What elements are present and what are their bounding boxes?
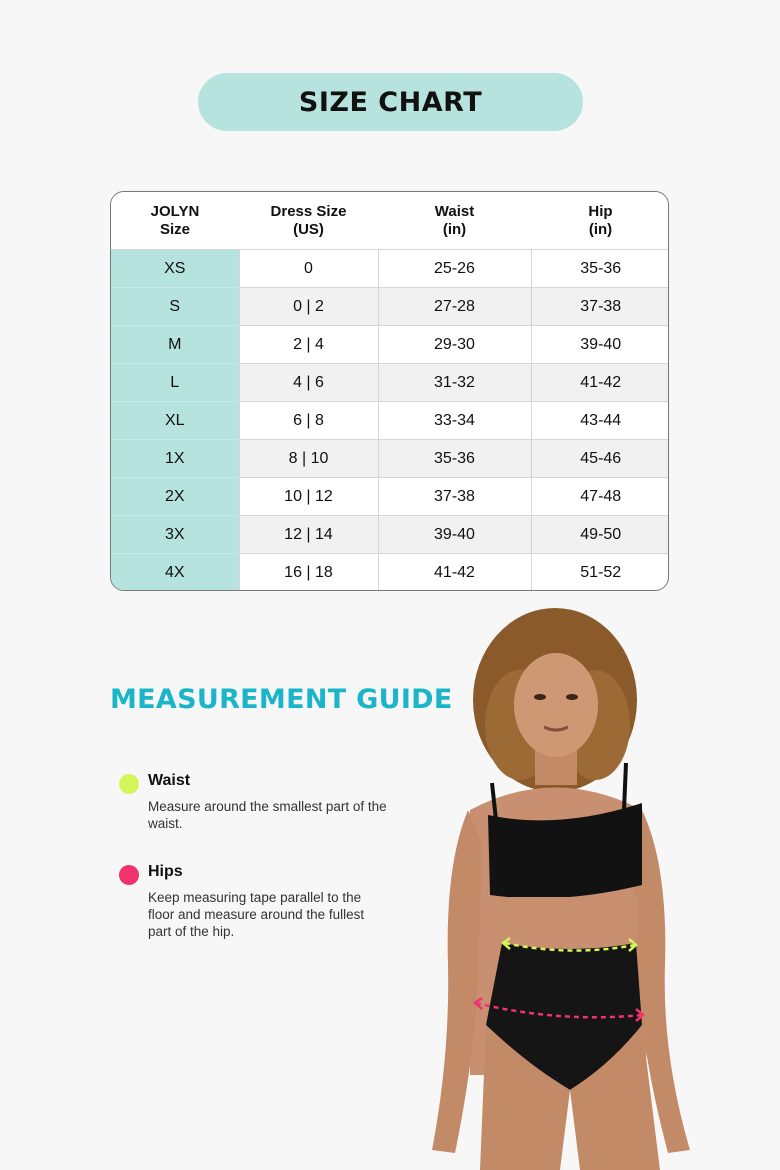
hip-cell: 51-52 <box>531 554 669 592</box>
table-row <box>111 516 669 554</box>
jolyn-size-cell: L <box>111 364 239 402</box>
hip-cell: 35-36 <box>531 250 669 288</box>
dress-size-cell: 0 | 2 <box>239 288 378 326</box>
dress-size-cell: 6 | 8 <box>239 402 378 440</box>
col-header-hip: Hip (in) <box>531 192 669 250</box>
waist-cell: 31-32 <box>378 364 531 402</box>
hip-cell: 45-46 <box>531 440 669 478</box>
jolyn-size-cell: 1X <box>111 440 239 478</box>
guide-item-desc: Measure around the smallest part of the waist. <box>148 799 387 831</box>
jolyn-size-cell: 3X <box>111 516 239 554</box>
table-row <box>111 440 669 478</box>
dress-size-cell: 10 | 12 <box>239 478 378 516</box>
dress-size-cell: 2 | 4 <box>239 326 378 364</box>
waist-cell: 37-38 <box>378 478 531 516</box>
jolyn-size-cell: XL <box>111 402 239 440</box>
dress-size-cell: 0 <box>239 250 378 288</box>
table-row <box>111 326 669 364</box>
dress-size-cell: 4 | 6 <box>239 364 378 402</box>
hip-cell: 47-48 <box>531 478 669 516</box>
hip-cell: 37-38 <box>531 288 669 326</box>
jolyn-size-cell: XS <box>111 250 239 288</box>
col-header-waist: Waist (in) <box>378 192 531 250</box>
measurement-guide-title: MEASUREMENT GUIDE <box>110 684 453 715</box>
jolyn-size-cell: S <box>111 288 239 326</box>
hip-cell: 41-42 <box>531 364 669 402</box>
table-row <box>111 250 669 288</box>
waist-dot-icon <box>119 774 139 794</box>
hip-cell: 49-50 <box>531 516 669 554</box>
hip-cell: 39-40 <box>531 326 669 364</box>
col-header-jolyn-size: JOLYN Size <box>111 192 239 250</box>
page-title: SIZE CHART <box>298 86 483 118</box>
waist-cell: 35-36 <box>378 440 531 478</box>
guide-item-label: Waist <box>148 772 191 789</box>
waist-cell: 27-28 <box>378 288 531 326</box>
size-chart-title-pill <box>198 73 583 131</box>
hips-dot-icon <box>119 865 139 885</box>
jolyn-size-cell: 2X <box>111 478 239 516</box>
jolyn-size-cell: 4X <box>111 554 239 592</box>
table-row <box>111 402 669 440</box>
dress-size-cell: 12 | 14 <box>239 516 378 554</box>
size-table <box>110 191 669 591</box>
table-header-row <box>111 192 669 250</box>
jolyn-size-cell: M <box>111 326 239 364</box>
table-row <box>111 554 669 592</box>
waist-cell: 29-30 <box>378 326 531 364</box>
table-row <box>111 364 669 402</box>
model-photo <box>410 605 710 1170</box>
table-row <box>111 288 669 326</box>
table-row <box>111 478 669 516</box>
waist-cell: 39-40 <box>378 516 531 554</box>
waist-cell: 33-34 <box>378 402 531 440</box>
waist-cell: 25-26 <box>378 250 531 288</box>
hip-cell: 43-44 <box>531 402 669 440</box>
dress-size-cell: 8 | 10 <box>239 440 378 478</box>
col-header-dress-size: Dress Size (US) <box>239 192 378 250</box>
guide-item-desc: Keep measuring tape parallel to the floor and measure around the fullest part of the hip. <box>148 890 365 939</box>
guide-item-label: Hips <box>148 863 183 880</box>
waist-cell: 41-42 <box>378 554 531 592</box>
dress-size-cell: 16 | 18 <box>239 554 378 592</box>
